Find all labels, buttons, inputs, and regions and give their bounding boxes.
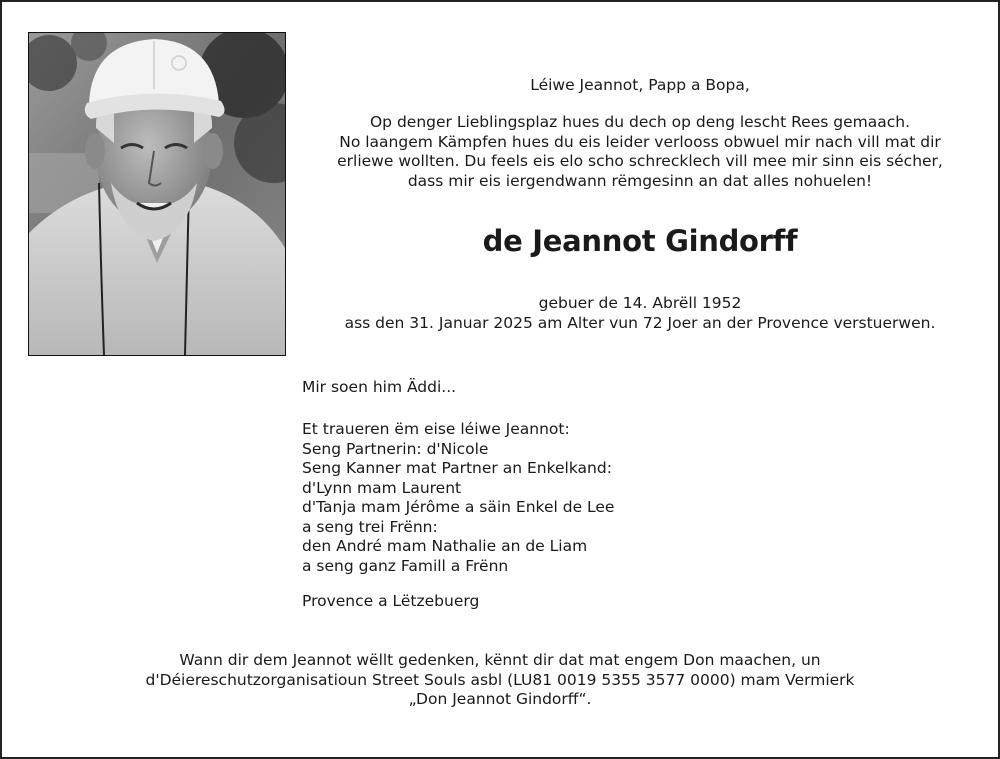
- place-line: Provence a Lëtzebuerg: [302, 592, 480, 610]
- message-paragraph: [302, 113, 978, 191]
- mourners-list: [302, 420, 614, 576]
- donation-note: [62, 651, 938, 710]
- donation-line: Wann dir dem Jeannot wëllt gedenken, kënnt dir dat mat engem Don maachen, un: [179, 651, 821, 669]
- message-line: Op denger Lieblingsplaz hues du dech op deng lescht Rees gemaach.: [369, 113, 910, 131]
- mourner-line: d'Lynn mam Laurent: [302, 478, 462, 497]
- mourner-line: a seng trei Frënn:: [302, 517, 438, 536]
- donation-line: „Don Jeannot Gindorff“.: [408, 690, 592, 708]
- message-line: dass mir eis iergendwann rëmgesinn an dat alles nohuelen!: [407, 171, 873, 190]
- message-line: No laangem Kämpfen hues du eis leider verlooss obwuel mir nach vill mat dir: [339, 132, 941, 151]
- farewell-line: Mir soen him Äddi...: [302, 378, 457, 396]
- birth-date: gebuer de 14. Abrëll 1952: [538, 294, 742, 312]
- mourner-line: Et traueren ëm eise léiwe Jeannot:: [302, 420, 570, 438]
- message-line: erliewe wollten. Du feels eis elo scho schrecklech vill mee mir sinn eis sécher,: [337, 152, 943, 170]
- greeting-line: Léiwe Jeannot, Papp a Bopa,: [530, 76, 750, 94]
- portrait-photo: [28, 32, 286, 356]
- mourner-line: a seng ganz Famill a Frënn: [302, 556, 509, 575]
- mourner-line: Seng Partnerin: d'Nicole: [302, 439, 489, 458]
- donation-line: d'Déiereschutzorganisatioun Street Souls asbl (LU81 0019 5355 3577 0000) mam Vermierk: [145, 670, 855, 689]
- death-date: ass den 31. Januar 2025 am Alter vun 72 Joer an der Provence verstuerwen.: [344, 313, 936, 332]
- deceased-name: de Jeannot Gindorff: [482, 224, 798, 258]
- mourner-line: den André mam Nathalie an de Liam: [302, 537, 588, 555]
- mourner-line: Seng Kanner mat Partner an Enkelkand:: [302, 459, 612, 477]
- life-dates: [302, 294, 978, 333]
- mourner-line: d'Tanja mam Jérôme a säin Enkel de Lee: [302, 498, 615, 516]
